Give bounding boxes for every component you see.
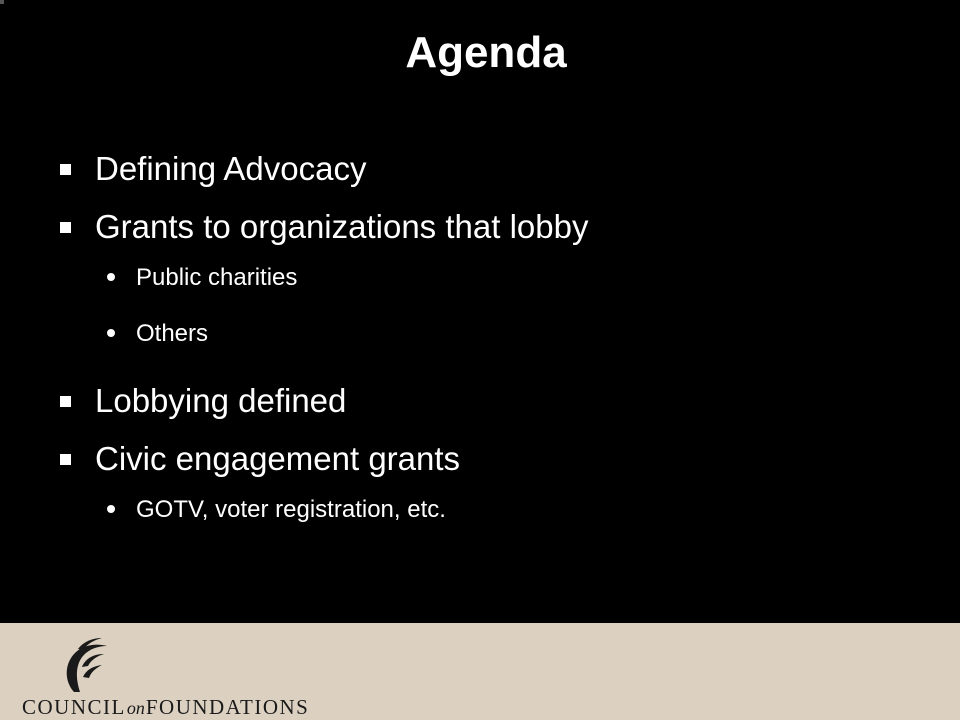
agenda-item-text: Lobbying defined <box>95 382 347 419</box>
square-bullet-icon <box>60 164 71 175</box>
square-bullet-icon <box>60 396 71 407</box>
agenda-item <box>60 203 588 261</box>
dot-bullet-icon <box>107 273 115 281</box>
flame-leaf-icon <box>60 637 110 693</box>
agenda-subitem-text: Public charities <box>136 264 298 291</box>
agenda-item <box>60 377 588 435</box>
agenda-subitem-text: GOTV, voter registration, etc. <box>136 496 446 523</box>
logo-wordmark <box>22 695 309 720</box>
slide-title: Agenda <box>405 28 567 77</box>
dot-bullet-icon <box>107 329 115 337</box>
corner-marker <box>0 0 4 4</box>
dot-bullet-icon <box>107 505 115 513</box>
agenda-subitem <box>60 493 588 549</box>
footer-band <box>0 623 960 720</box>
council-on-foundations-logo <box>22 637 342 717</box>
agenda-item <box>60 145 588 203</box>
square-bullet-icon <box>60 222 71 233</box>
agenda-item-text: Grants to organizations that lobby <box>95 208 589 245</box>
agenda-subitem <box>60 317 588 377</box>
agenda-item-text: Civic engagement grants <box>95 440 461 477</box>
agenda-list <box>60 145 588 549</box>
square-bullet-icon <box>60 454 71 465</box>
logo-word-foundations: FOUNDATIONS <box>145 695 310 719</box>
agenda-subitem <box>60 261 588 317</box>
agenda-item <box>60 435 588 493</box>
agenda-item-text: Defining Advocacy <box>95 150 367 187</box>
logo-word-council: COUNCIL <box>22 695 126 719</box>
logo-word-on: on <box>126 698 145 718</box>
agenda-subitem-text: Others <box>136 320 209 347</box>
